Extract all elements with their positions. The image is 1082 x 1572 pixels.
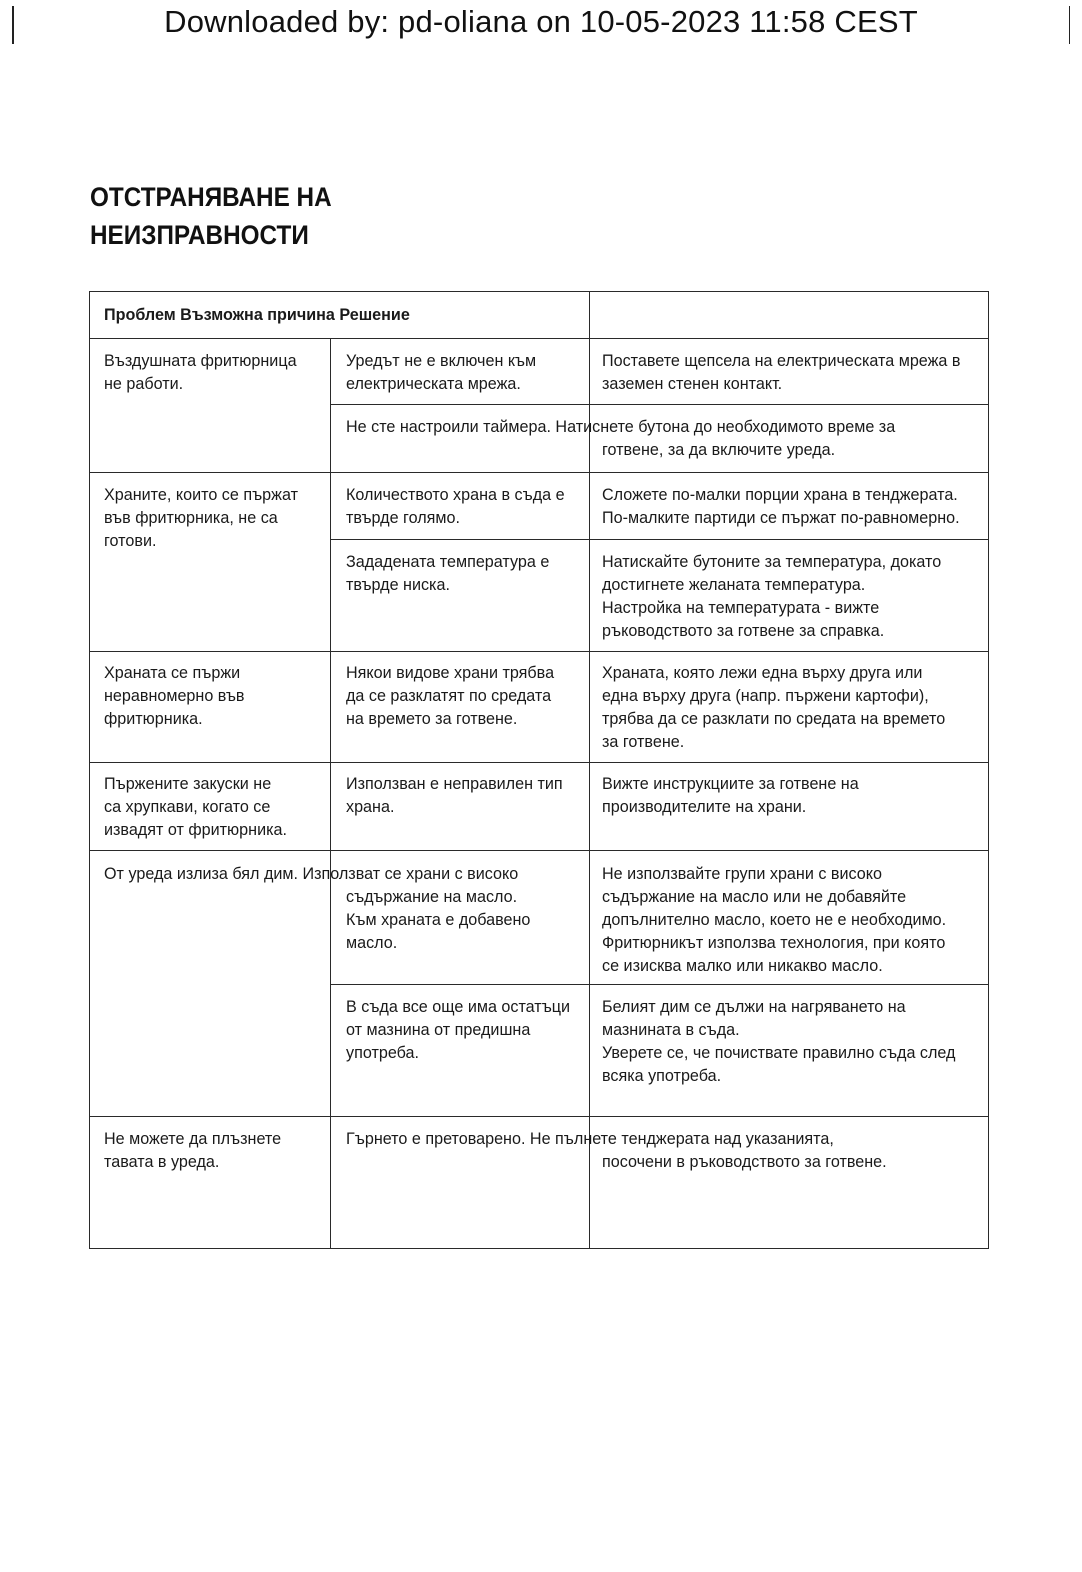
row6-cause-solution: Гърнето е претоварено. Не пълнете тенджерата над указанията, (346, 1129, 834, 1148)
row-divider (90, 651, 988, 652)
row1-cause-solution-2: Не сте настроили таймера. Натиснете бутона до необходимото време за (346, 417, 896, 436)
row2-solution-1: Сложете по-малки порции храна в тенджерата. По-малките партиди се пържат по-равномерно. (602, 485, 960, 527)
row1-solution-2-cont: готвене, за да включите уреда. (602, 440, 836, 459)
column-divider (330, 338, 331, 1249)
row-divider (90, 472, 988, 473)
row-divider (331, 984, 988, 985)
page-title-line-1: ОТСТРАНЯВАНЕ НА (90, 182, 332, 212)
row5-solution-1: Не използвайте групи храни с високо съдържание на масло или не добавяйте допълнително масло, което не е необходимо. Фритюрникът използва технология, при която се изисква малко или никакво масло. (602, 864, 947, 975)
row-divider (331, 539, 988, 540)
row-divider (90, 850, 988, 851)
row3-cause: Някои видове храни трябва да се разклатят по средата на времето за готвене. (346, 663, 555, 728)
row5-solution-2: Белият дим се дължи на нагряването на мазнината в съда. Уверете се, че почиствате правилно съда след всяка употреба. (602, 997, 956, 1085)
row4-problem: Пържените закуски не са хрупкави, когато се извадят от фритюрника. (104, 774, 287, 839)
row2-cause-1: Количеството храна в съда е твърде голямо. (346, 485, 565, 527)
row5-problem-cause: От уреда излиза бял дим. Използват се храни с високо (104, 864, 519, 883)
page-title-line-2: НЕИЗПРАВНОСТИ (90, 220, 309, 250)
row2-cause-2: Зададената температура е твърде ниска. (346, 552, 550, 594)
row-divider (90, 762, 988, 763)
table-header: Проблем Възможна причина Решение (104, 305, 410, 324)
page-title (90, 178, 630, 254)
row3-solution: Храната, която лежи една върху друга или една върху друга (напр. пържени картофи), трябва да се разклати по средата на времето за готвене. (602, 663, 946, 751)
row5-cause-1-cont: съдържание на масло. Към храната е добавено масло. (346, 887, 531, 952)
download-header (0, 0, 1082, 50)
header-right-rule (1069, 6, 1071, 44)
row4-cause: Използван е неправилен тип храна. (346, 774, 563, 816)
row2-problem: Храните, които се пържат във фритюрника, не са готови. (104, 485, 298, 550)
row3-problem: Храната се пържи неравномерно във фритюрника. (104, 663, 245, 728)
row-divider (90, 1116, 988, 1117)
row6-problem: Не можете да плъзнете тавата в уреда. (104, 1129, 282, 1171)
row6-solution-cont: посочени в ръководството за готвене. (602, 1152, 887, 1171)
troubleshooting-table (89, 291, 989, 1249)
row-divider (90, 338, 988, 339)
row4-solution: Вижте инструкциите за готвене на производителите на храни. (602, 774, 859, 816)
row2-solution-2: Натискайте бутоните за температура, докато достигнете желаната температура. Настройка на температурата - вижте ръководството за готвене за справка. (602, 552, 942, 640)
row5-cause-2: В съда все още има остатъци от мазнина от предишна употреба. (346, 997, 571, 1062)
row-divider (331, 404, 988, 405)
row1-solution-1: Поставете щепсела на електрическата мрежа в заземен стенен контакт. (602, 351, 961, 393)
download-notice: Downloaded by: pd-oliana on 10-05-2023 11:58 CEST (164, 4, 918, 39)
row1-problem: Въздушната фритюрница не работи. (104, 351, 297, 393)
row1-cause-1: Уредът не е включен към електрическата мрежа. (346, 351, 537, 393)
